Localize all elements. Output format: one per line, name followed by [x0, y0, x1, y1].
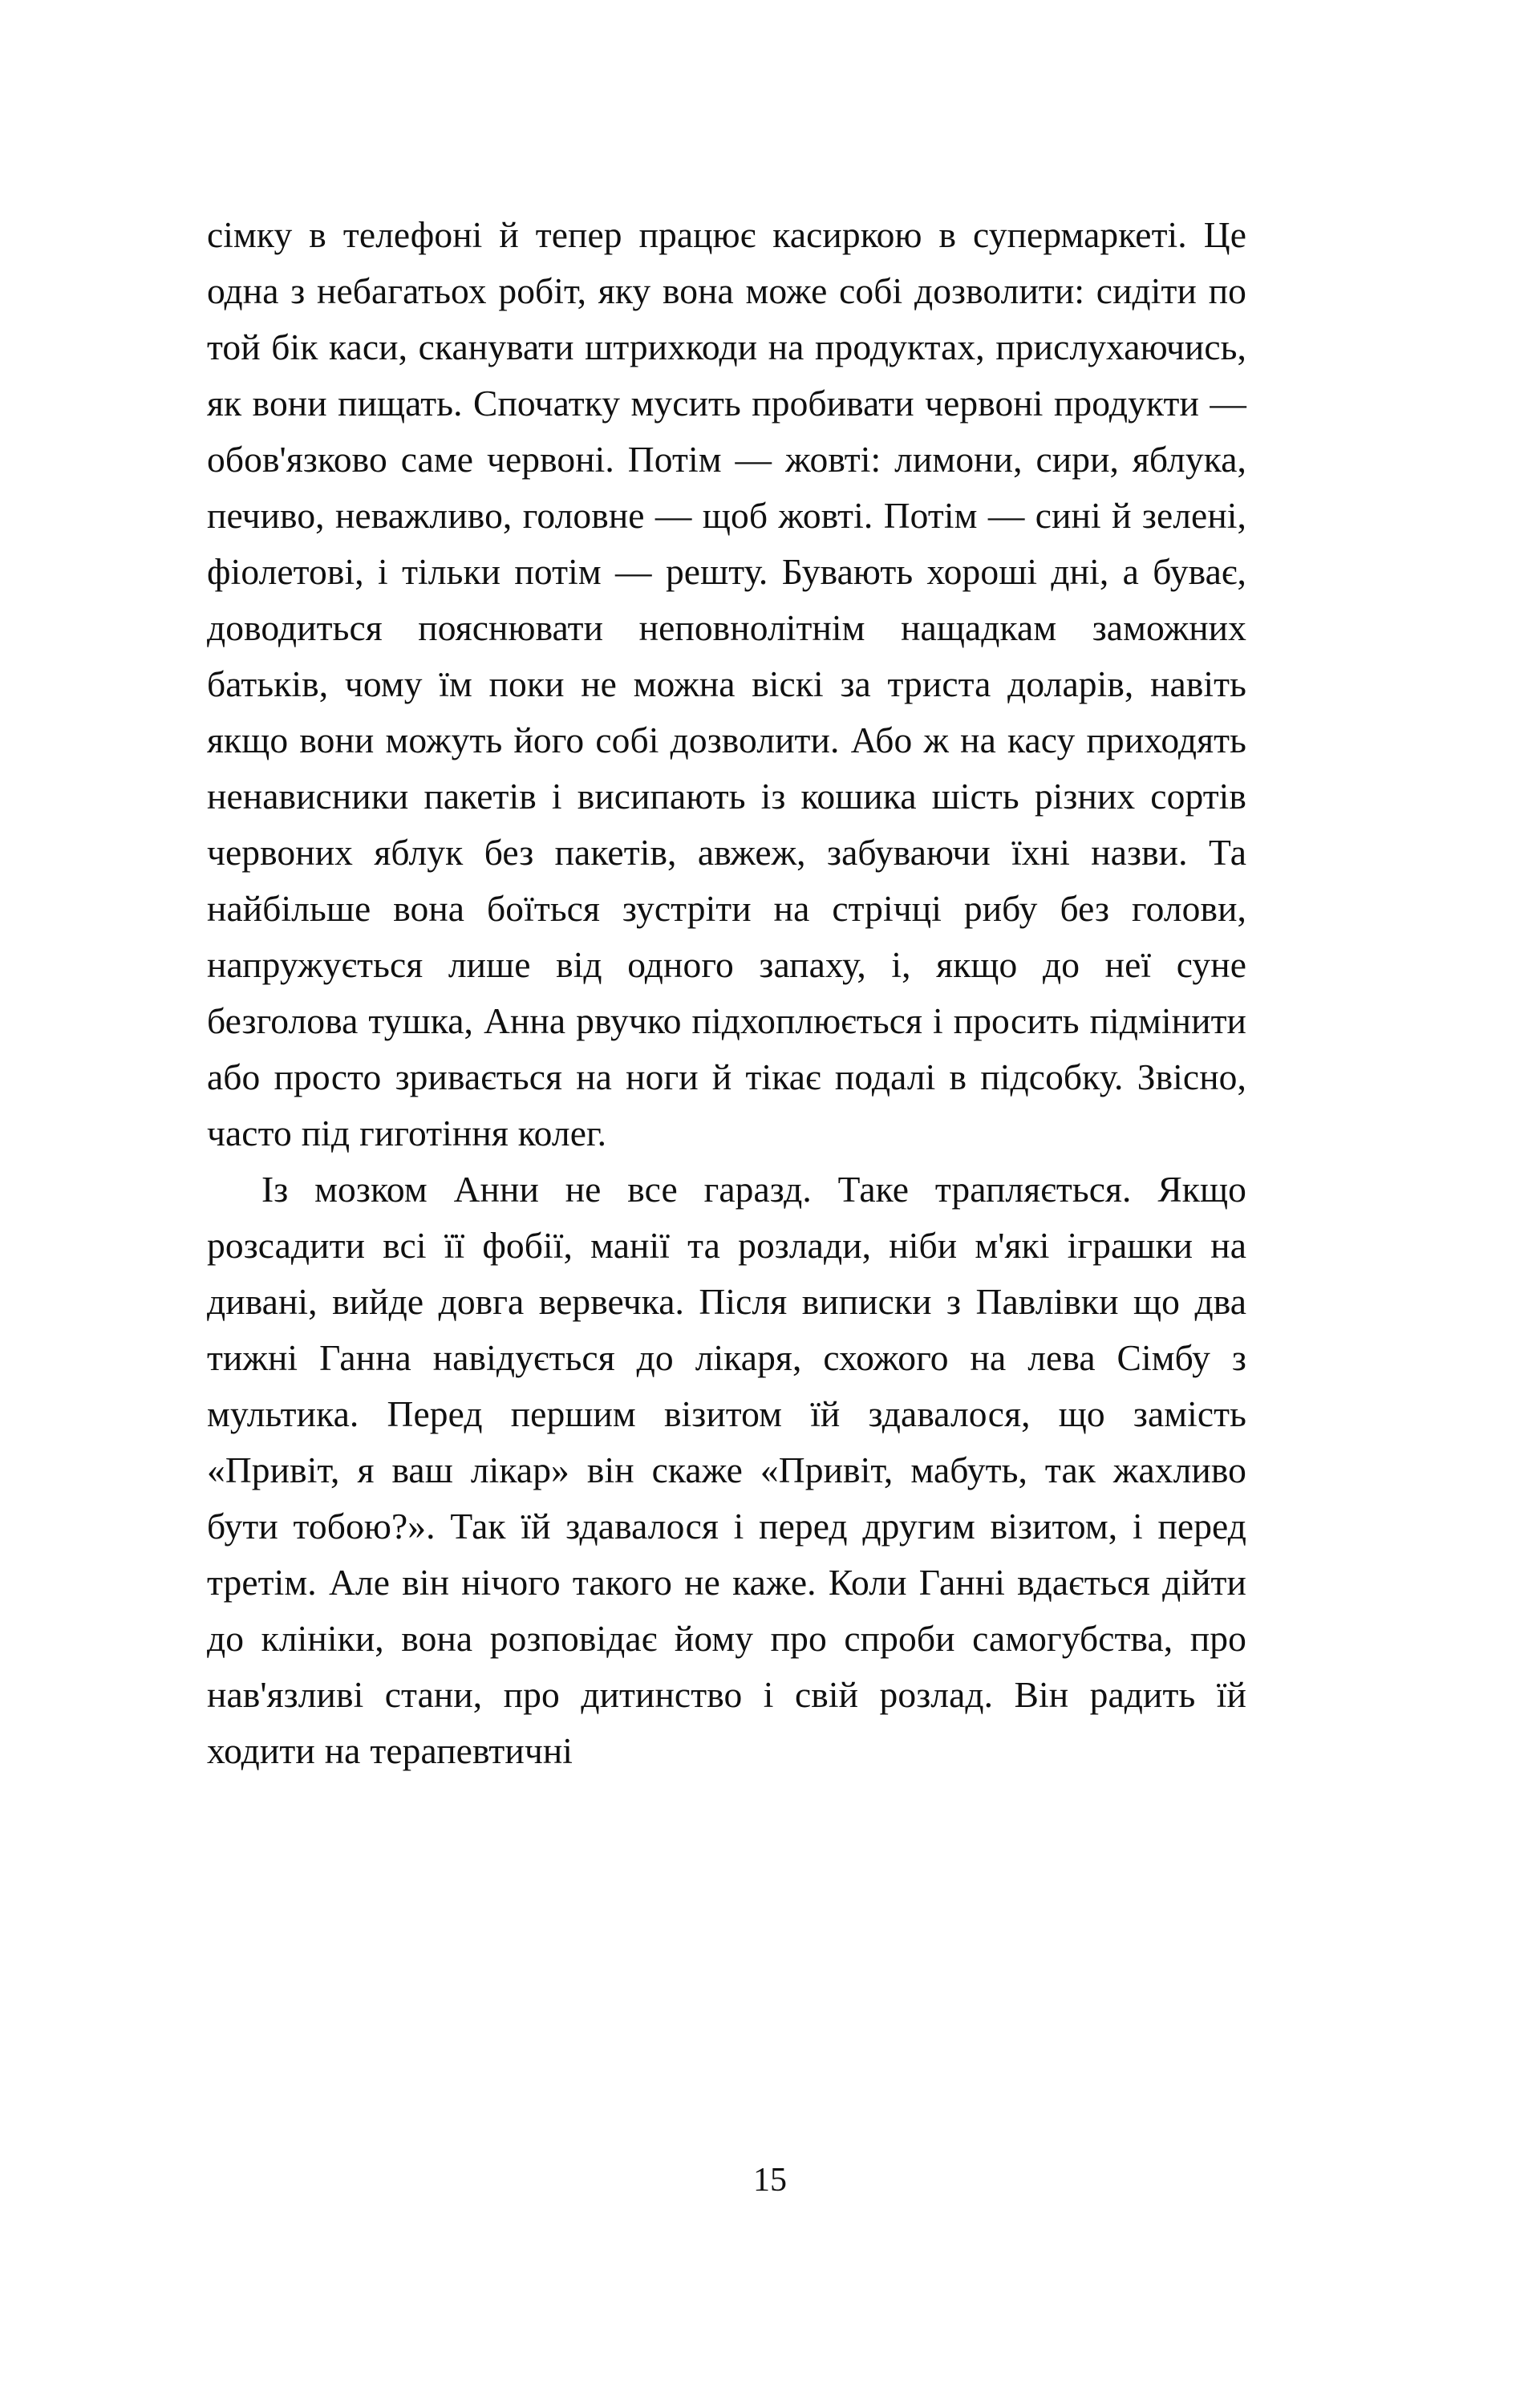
- body-paragraph-2: Із мозком Анни не все гаразд. Таке трапляється. Якщо розсадити всі її фобії, манії та розлади, ніби м'які іграшки на дивані, вийде довга вервечка. Після виписки з Павлівки що два тижні Ганна навідується до лікаря, схожого на лева Сімбу з мультика. Перед першим візитом їй здавалося, що замість «Привіт, я ваш лікар» він скаже «Привіт, мабуть, так жахливо бути тобою?». Так їй здавалося і перед другим візитом, і перед третім. Але він нічого такого не каже. Коли Ганні вдається дійти до клініки, вона розповідає йому про спроби самогубства, про нав'язливі стани, про дитинство і свій розлад. Він радить їй ходити на терапевтичні: [207, 1169, 1246, 1771]
- text-column: [207, 207, 1246, 1779]
- body-paragraph-1: сімку в телефоні й тепер працює касиркою в супермаркеті. Це одна з небагатьох робіт, яку вона може собі дозволити: сидіти по той бік каси, сканувати штрихкоди на продуктах, прислухаючись, як вони пищать. Спочатку мусить пробивати червоні продукти — обов'язково саме червоні. Потім — жовті: лимони, сири, яблука, печиво, неважливо, головне — щоб жовті. Потім — сині й зелені, фіолетові, і тільки потім — решту. Бувають хороші дні, а буває, доводиться пояснювати неповнолітнім нащадкам заможних батьків, чому їм поки не можна віскі за триста доларів, навіть якщо вони можуть його собі дозволити. Або ж на касу приходять ненависники пакетів і висипають із кошика шість різних сортів червоних яблук без пакетів, авжеж, забуваючи їхні назви. Та найбільше вона боїться зустріти на стрічці рибу без голови, напружується лише від одного запаху, і, якщо до неї суне безголова тушка, Анна рвучко підхоплюється і просить підмінити або просто зривається на ноги й тікає подалі в підсобку. Звісно, часто під гиготіння колег.: [207, 214, 1246, 1153]
- page-number: 15: [753, 2162, 787, 2199]
